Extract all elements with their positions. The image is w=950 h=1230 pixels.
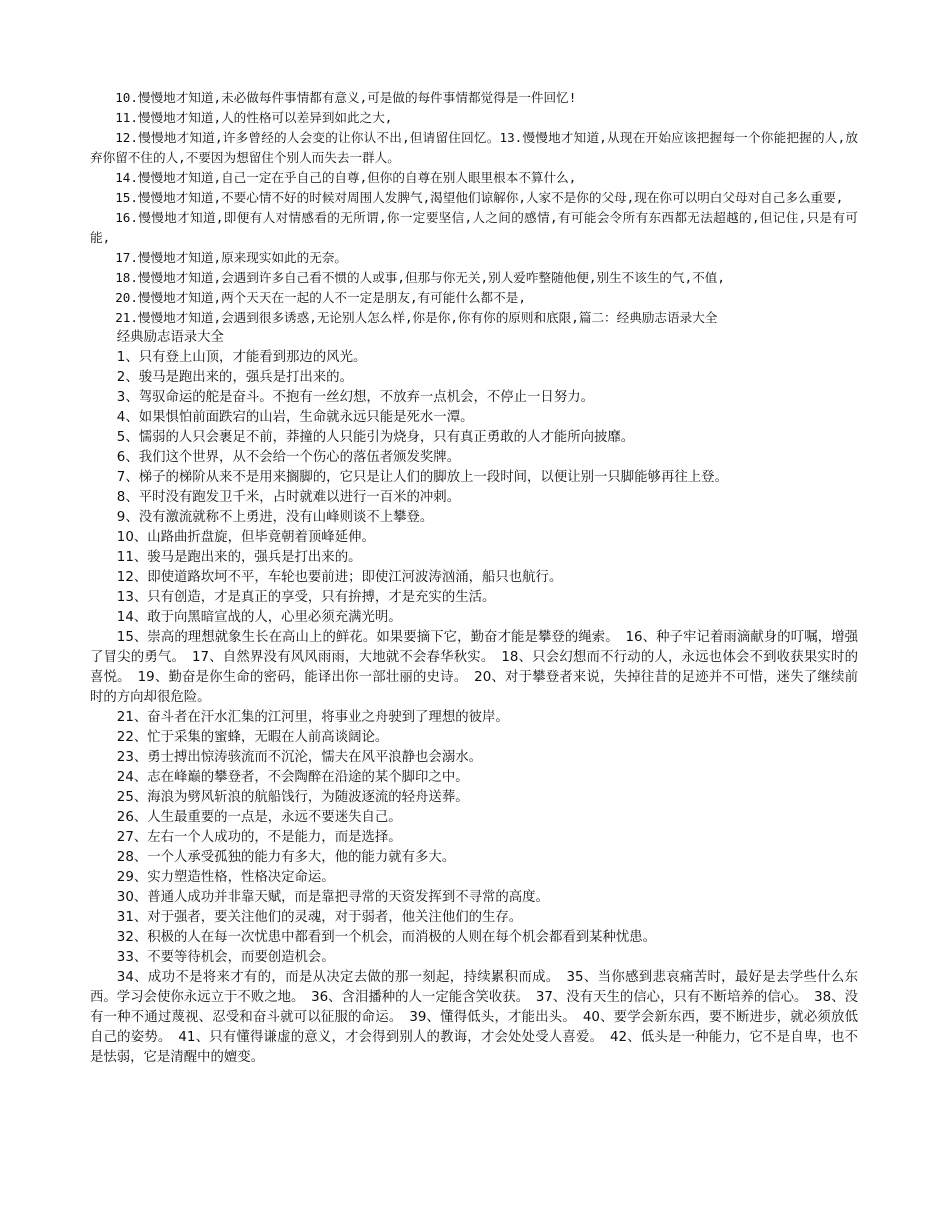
paragraph: 17.慢慢地才知道,原来现实如此的无奈。 [115, 250, 348, 265]
paragraph: 11.慢慢地才知道,人的性格可以差异到如此之大, [115, 110, 393, 125]
paragraph: 8、平时没有跑发卫千米，占时就难以进行一百米的冲刺。 [116, 490, 461, 505]
paragraph: 29、实力塑造性格，性格决定命运。 [116, 870, 335, 885]
paragraph: 21.慢慢地才知道,会遇到很多诱惑,无论别人怎么样,你是你,你有你的原则和底限,篇二：经典励志语录大全 [115, 310, 718, 325]
paragraph: 3、驾驭命运的舵是奋斗。不抱有一丝幻想，不放弃一点机会，不停止一日努力。 [116, 390, 594, 405]
paragraph: 2、骏马是跑出来的，强兵是打出来的。 [116, 370, 353, 385]
paragraph: 28、一个人承受孤独的能力有多大，他的能力就有多大。 [116, 850, 456, 865]
paragraph: 18.慢慢地才知道,会遇到许多自己看不惯的人或事,但那与你无关,别人爱咋整随他便,别生不该生的气,不值, [115, 270, 725, 285]
paragraph: 25、海浪为劈风斩浪的航船饯行，为随波逐流的轻舟送葬。 [116, 790, 469, 805]
section-heading: 经典励志语录大全 [116, 330, 224, 345]
paragraph: 33、不要等待机会，而要创造机会。 [116, 950, 335, 965]
paragraph: 12.慢慢地才知道,许多曾经的人会变的让你认不出,但请留住回忆。13.慢慢地才知道,从现在开始应该把握每一个你能把握的人,放弃你留不住的人,不要因为想留住个别人而失去一群人。 [90, 130, 858, 165]
paragraph: 11、骏马是跑出来的，强兵是打出来的。 [116, 550, 362, 565]
paragraph: 6、我们这个世界，从不会给一个伤心的落伍者颁发奖牌。 [116, 450, 461, 465]
paragraph: 7、梯子的梯阶从来不是用来搁脚的，它只是让人们的脚放上一段时间，以便让别一只脚能够再往上登。 [116, 470, 728, 485]
paragraph: 13、只有创造，才是真正的享受，只有拚搏，才是充实的生活。 [116, 590, 496, 605]
paragraph: 12、即使道路坎坷不平，车轮也要前进；即使江河波涛汹涌，船只也航行。 [116, 570, 563, 585]
paragraph: 9、没有激流就称不上勇进，没有山峰则谈不上攀登。 [116, 510, 434, 525]
paragraph: 10、山路曲折盘旋，但毕竟朝着顶峰延伸。 [116, 530, 375, 545]
paragraph: 32、积极的人在每一次忧患中都看到一个机会，而消极的人则在每个机会都看到某种忧患。 [116, 930, 657, 945]
paragraph: 21、奋斗者在汗水汇集的江河里，将事业之舟驶到了理想的彼岸。 [116, 710, 509, 725]
paragraph: 16.慢慢地才知道,即便有人对情感看的无所谓,你一定要坚信,人之间的感情,有可能会令所有东西都无法超越的,但记住,只是有可能, [90, 210, 858, 245]
paragraph: 15、崇高的理想就象生长在高山上的鲜花。如果要摘下它，勤奋才能是攀登的绳索。 16、种子牢记着雨滴献身的叮嘱，增强了冒尖的勇气。 17、自然界没有风风雨雨，大地就不会春华秋实。 18、只会幻想而不行动的人，永远也体会不到收获果实时的喜悦。 19、勤奋是你生命的密码，能译出你一部壮丽的史诗。 20、对于攀登者来说，失掉往昔的足迹并不可惜，迷失了继续前时的方向却很危险。 [90, 630, 858, 705]
paragraph: 23、勇士搏出惊涛骇流而不沉沦，懦夫在风平浪静也会溺水。 [116, 750, 482, 765]
paragraph: 34、成功不是将来才有的，而是从决定去做的那一刻起，持续累积而成。 35、当你感到悲哀痛苦时，最好是去学些什么东西。学习会使你永远立于不败之地。 36、含泪播种的人一定能含笑收获。 37、没有天生的信心，只有不断培养的信心。 38、没有一种不通过蔑视、忍受和奋斗就可以征服的命运。 39、懂得低头，才能出头。 40、要学会新东西，要不断进步，就必须放低自己的姿势。 41、只有懂得谦虚的意义，才会得到别人的教诲，才会处处受人喜爱。 42、低头是一种能力，它不是自卑，也不是怯弱，它是清醒中的嬗变。 [90, 970, 858, 1065]
paragraph: 1、只有登上山顶，才能看到那边的风光。 [116, 350, 367, 365]
paragraph: 14、敢于向黑暗宣战的人，心里必须充满光明。 [116, 610, 402, 625]
paragraph: 14.慢慢地才知道,自己一定在乎自己的自尊,但你的自尊在别人眼里根本不算什么, [115, 170, 577, 185]
paragraph: 10.慢慢地才知道,未必做每件事情都有意义,可是做的每件事情都觉得是一件回忆! [115, 90, 577, 105]
paragraph: 27、左右一个人成功的，不是能力，而是选择。 [116, 830, 402, 845]
paragraph: 15.慢慢地才知道,不要心情不好的时候对周围人发脾气,渴望他们谅解你,人家不是你的父母,现在你可以明白父母对自己多么重要, [115, 190, 844, 205]
paragraph: 5、懦弱的人只会裹足不前，莽撞的人只能引为烧身，只有真正勇敢的人才能所向披靡。 [116, 430, 635, 445]
paragraph: 20.慢慢地才知道,两个天天在一起的人不一定是朋友,有可能什么都不是, [115, 290, 526, 305]
paragraph: 24、志在峰巅的攀登者，不会陶醉在沿途的某个脚印之中。 [116, 770, 469, 785]
paragraph: 31、对于强者，要关注他们的灵魂，对于弱者，他关注他们的生存。 [116, 910, 523, 925]
paragraph: 26、人生最重要的一点是，永远不要迷失自己。 [116, 810, 402, 825]
paragraph: 22、忙于采集的蜜蜂，无暇在人前高谈阔论。 [116, 730, 389, 745]
paragraph: 4、如果惧怕前面跌宕的山岩，生命就永远只能是死水一潭。 [116, 410, 474, 425]
paragraph: 30、普通人成功并非靠天赋，而是靠把寻常的天资发挥到不寻常的高度。 [116, 890, 549, 905]
document-page [90, 88, 858, 1068]
